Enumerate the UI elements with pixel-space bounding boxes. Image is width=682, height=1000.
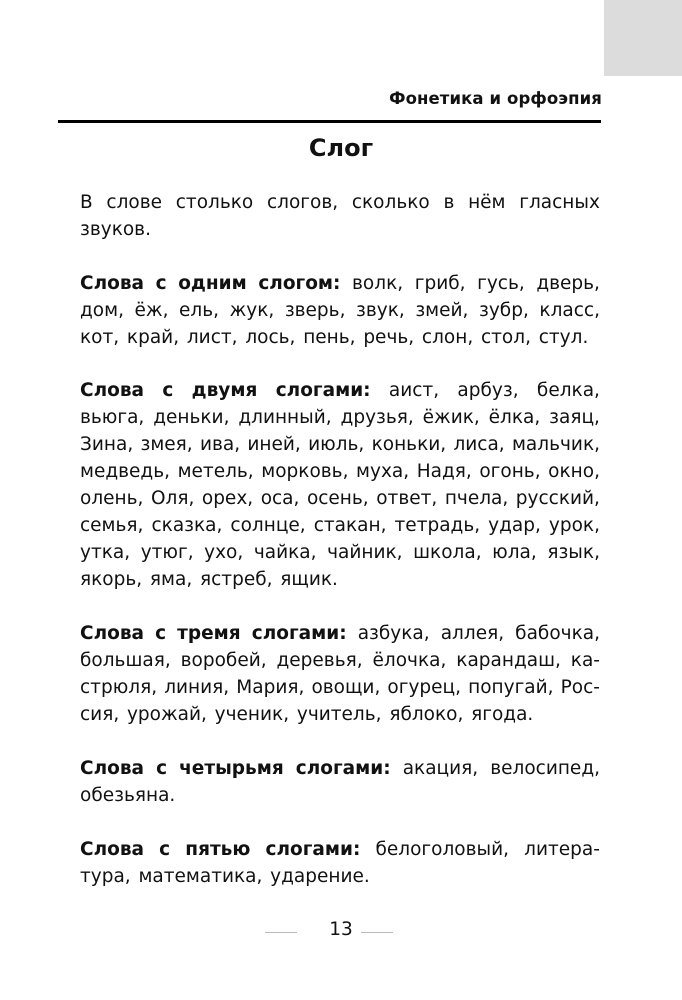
text-line [80,431,600,458]
word: деревья, [276,650,363,671]
word: орех, [201,488,254,509]
word: русский, [515,488,600,509]
word: Надя, [416,461,472,482]
word: морковь, [261,461,349,482]
word: иней, [247,434,301,455]
word: пень, [303,327,356,348]
word: тура, [80,866,131,887]
word: в [443,192,455,213]
footer-dash-right [361,932,393,933]
header-rule [58,120,601,123]
word: медведь, [80,461,170,482]
word: яма, [149,569,193,590]
heading-word: пятью [185,839,251,860]
word: большая, [80,650,171,671]
heading-word: Слова [80,380,145,401]
word: яблоко, [389,704,464,725]
heading-word: с [155,623,167,644]
word: Рос- [560,677,600,698]
word: азбука, [357,623,430,644]
text-line [80,324,600,351]
word: ягода. [471,704,534,725]
word: ястреб, [200,569,273,590]
word: окно, [548,461,600,482]
heading-word: Слова [80,623,145,644]
word: язык, [547,542,600,563]
word: длинный, [238,407,332,428]
text-line [80,297,600,324]
word: столько [175,192,254,213]
word: осень, [306,488,369,509]
heading-word: двумя [191,380,258,401]
word: урок, [548,515,600,536]
word: В [80,192,93,213]
word: сия, [80,704,120,725]
text-line [80,782,600,809]
word: кот, [80,327,120,348]
word: заяц, [549,407,600,428]
word: ива, [199,434,241,455]
word: арбуз, [457,380,519,401]
word: нём [468,192,506,213]
word: чайник, [327,542,403,563]
word: бабочка, [515,623,600,644]
word: стол, [480,327,531,348]
word: лиса, [453,434,505,455]
word: утюг, [140,542,194,563]
word: сколько [351,192,430,213]
word: ответ, [376,488,438,509]
word: зубр, [479,300,529,321]
word: попугай, [468,677,554,698]
group-four-syllables [80,755,600,809]
word: слогов, [266,192,339,213]
heading-word: с [155,273,167,294]
word: ёлочка, [372,650,447,671]
page-title: Слог [308,134,374,162]
word: аллея, [440,623,505,644]
text-line [80,377,600,404]
word: удар, [488,515,541,536]
heading-word: слогами: [295,758,391,779]
word: гусь, [477,273,525,294]
text-line [80,620,600,647]
word: змей, [415,300,469,321]
word: гласных [519,192,600,213]
word: слове [106,192,163,213]
word: олень, [80,488,144,509]
word: огонь, [479,461,541,482]
word: аист, [388,380,440,401]
word: карандаш, [456,650,561,671]
word: стрюля, [80,677,158,698]
word: лист, [186,327,238,348]
word: ударение. [270,866,370,887]
word: ёлка, [488,407,541,428]
word: ёжик, [422,407,480,428]
text-line [80,404,600,431]
word: линия, [164,677,230,698]
text-line [80,836,600,863]
group-two-syllables [80,377,600,593]
word: дверь, [536,273,600,294]
heading-word: слогами: [265,839,361,860]
text-line [80,701,600,728]
heading-word: слогами: [251,623,347,644]
word: ель, [179,300,220,321]
text-line [80,755,600,782]
word: деньки, [153,407,230,428]
word: Зина, [80,434,134,455]
text-line [80,458,600,485]
text-line [80,566,600,593]
word: овощи, [311,677,381,698]
word: якорь, [80,569,143,590]
heading-word: слогом: [258,273,341,294]
word: литера- [524,839,600,860]
heading-word: с [159,839,171,860]
text-line [80,270,600,297]
heading-word: Слова [80,839,145,860]
text-line [80,512,600,539]
heading-word: Слова [80,273,145,294]
word: ухо, [204,542,244,563]
word: звук, [356,300,405,321]
group-one-syllable [80,270,600,351]
word: пчела, [444,488,509,509]
text-line [80,189,600,216]
word: утка, [80,542,131,563]
heading-word: тремя [177,623,241,644]
word: сказка, [151,515,223,536]
heading-word: одним [178,273,247,294]
word: семья, [80,515,144,536]
word: белоголовый, [375,839,510,860]
word: вьюга, [80,407,145,428]
word: июль, [308,434,365,455]
word: учитель, [296,704,382,725]
word: речь, [363,327,415,348]
group-five-syllables [80,836,600,890]
word: математика, [138,866,263,887]
word: стул. [538,327,589,348]
text-line [80,539,600,566]
word: метель, [177,461,254,482]
word: звуков. [80,219,151,240]
text-line [80,863,600,890]
word: слон, [421,327,474,348]
word: зверь, [284,300,346,321]
intro-paragraph [80,189,600,243]
word: воробей, [180,650,267,671]
word: Оля, [150,488,195,509]
page-number: 13 [329,919,353,940]
word: край, [126,327,180,348]
word: ёж, [134,300,169,321]
word: тетрадь, [394,515,481,536]
page-corner-tab [604,0,682,76]
word: класс, [539,300,600,321]
word: ученик, [214,704,290,725]
word: обезьяна. [80,785,176,806]
text-line [80,216,600,243]
word: солнце, [230,515,306,536]
word: ка- [570,650,600,671]
word: урожай, [126,704,207,725]
word: друзья, [340,407,414,428]
word: коньки, [371,434,447,455]
word: мальчик, [511,434,600,455]
word: стакан, [313,515,387,536]
word: дом, [80,300,124,321]
word: Мария, [236,677,305,698]
section-header: Фонетика и орфоэпия [389,89,602,108]
heading-word: с [162,380,174,401]
word: змея, [140,434,193,455]
word: оса, [260,488,300,509]
word: велосипед, [490,758,600,779]
word: юла, [492,542,537,563]
word: ящик. [280,569,338,590]
word: волк, [352,273,404,294]
group-three-syllables [80,620,600,728]
heading-word: четырьмя [179,758,284,779]
text-line [80,674,600,701]
word: акация, [402,758,479,779]
word: жук, [229,300,275,321]
word: гриб, [414,273,466,294]
word: муха, [356,461,410,482]
word: лось, [245,327,296,348]
word: чайка, [253,542,317,563]
word: школа, [413,542,482,563]
heading-word: слогами: [275,380,371,401]
heading-word: с [156,758,168,779]
heading-word: Слова [80,758,145,779]
word: белка, [536,380,600,401]
word: огурец, [387,677,462,698]
text-line [80,485,600,512]
text-line [80,647,600,674]
